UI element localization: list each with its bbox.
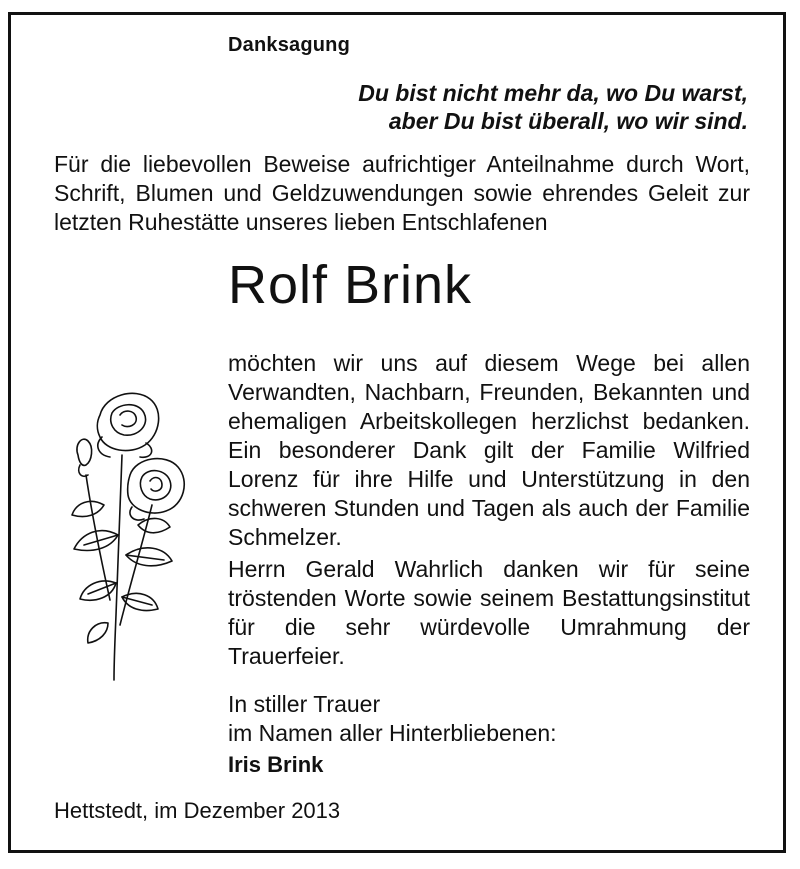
intro-paragraph: Für die liebevollen Beweise aufrichtiger Anteilnahme durch Wort, Schrift, Blumen und Geldzuwendungen sowie ehrendes Geleit zur letzten Ruhestätte unseres lieben Entschlafenen: [54, 151, 750, 235]
deceased-name: Rolf Brink: [228, 255, 473, 315]
body-paragraph-1: möchten wir uns auf diesem Wege bei allen Verwandten, Nachbarn, Freunden, Bekannten und ehemaligen Arbeitskollegen herzlichst bedanken. Ein besonderer Dank gilt der Familie Wilfried Lorenz für ihre Hilfe und Unterstützung in den schweren Stunden und Tagen als auch der Familie Schmelzer.: [228, 350, 750, 550]
closing-text: [228, 690, 557, 748]
notice-heading: Danksagung: [228, 34, 351, 56]
rose-icon: [60, 385, 200, 685]
quote-line-1: Du bist nicht mehr da, wo Du warst,: [358, 80, 748, 106]
quote-line-2: aber Du bist überall, wo wir sind.: [388, 108, 748, 134]
signatory-name: Iris Brink: [228, 752, 324, 777]
place-and-date: Hettstedt, im Dezember 2013: [54, 798, 341, 823]
closing-line-1: In stiller Trauer: [228, 691, 381, 717]
closing-line-2: im Namen aller Hinterbliebenen:: [228, 720, 557, 746]
body-paragraph-2: Herrn Gerald Wahrlich danken wir für seine tröstenden Worte sowie seinem Bestattungsinstitut für die sehr würdevolle Umrahmung der Trauerfeier.: [228, 556, 750, 669]
